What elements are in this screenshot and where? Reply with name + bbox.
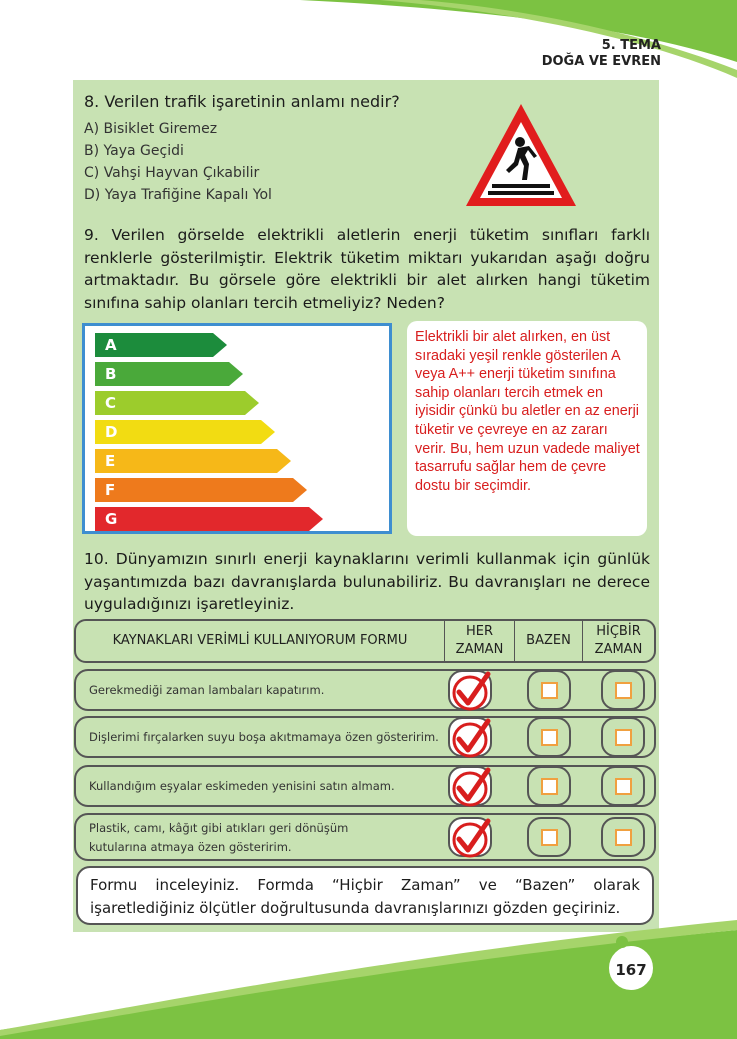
q8-option-b[interactable]: B) Yaya Geçidi	[84, 143, 184, 159]
pedestrian-crossing-sign-icon	[462, 100, 580, 210]
q9-answer: Elektrikli bir alet alırken, en üst sıradaki yeşil renkle gösterilen A veya A++ enerji tüketim sınıfına sahip olanları tercih etmek en iyisidir çünkü bu aletler en az enerji tüketir ve çevreye en az zararı verir. Bu, hem uzun vadede maliyet tasarrufu sağlar hem de çevre dostu bir seçimdir.	[407, 321, 647, 536]
checkbox-square[interactable]	[541, 729, 558, 746]
checkmark-icon	[450, 670, 496, 714]
energy-class-label: A	[105, 336, 117, 354]
q8-option-d[interactable]: D) Yaya Trafiğine Kapalı Yol	[84, 187, 272, 203]
checkbox-never[interactable]	[601, 670, 645, 710]
checkbox-square[interactable]	[615, 829, 632, 846]
energy-label-chart	[82, 323, 392, 534]
question-9: 9. Verilen görselde elektrikli aletlerin enerji tüketim sınıfları farklı renklerle gösterilmiştir. Elektrik tüketim miktarı yukarıdan aşağı doğru artmaktadır. Bu görsele göre elektrikli bir alet alırken hangi tüketim sınıfına sahip olanları tercih etmeliyiz? Neden?	[84, 226, 650, 312]
energy-class-bar	[95, 507, 323, 531]
checkbox-square[interactable]	[541, 778, 558, 795]
page-number: 167	[615, 961, 647, 979]
checkbox-always[interactable]	[448, 670, 492, 710]
checkbox-never[interactable]	[601, 717, 645, 757]
energy-class-label: E	[105, 452, 116, 470]
col-never: HİÇBİR ZAMAN	[582, 621, 654, 661]
checkbox-always[interactable]	[448, 817, 492, 857]
checkbox-square[interactable]	[541, 682, 558, 699]
q8-option-c[interactable]: C) Vahşi Hayvan Çıkabilir	[84, 165, 260, 181]
checkbox-sometimes[interactable]	[527, 766, 571, 806]
energy-class-label: C	[105, 394, 117, 412]
checkmark-icon	[450, 717, 496, 761]
energy-class-label: B	[105, 365, 117, 383]
checkbox-never[interactable]	[601, 817, 645, 857]
question-10: 10. Dünyamızın sınırlı enerji kaynaklarını verimli kullanmak için günlük yaşantımızda bazı davranışlarda bulunabiliriz. Bu davranışları ne derece uyguladığınızı işaretleyiniz.	[84, 550, 650, 613]
col-always: HER ZAMAN	[444, 621, 514, 661]
checkmark-icon	[450, 766, 496, 810]
energy-class-bar	[95, 449, 291, 473]
row-text: Dişlerimi fırçalarken suyu boşa akıtmamaya özen gösteririm.	[89, 730, 439, 744]
energy-class-label: D	[105, 423, 118, 441]
energy-class-label: F	[105, 481, 116, 499]
checkbox-sometimes[interactable]	[527, 717, 571, 757]
checkbox-square[interactable]	[615, 778, 632, 795]
row-text: Kullandığım eşyalar eskimeden yenisini satın almam.	[89, 779, 395, 793]
checkbox-square[interactable]	[615, 682, 632, 699]
form-header	[74, 619, 656, 663]
checkbox-always[interactable]	[448, 717, 492, 757]
energy-class-bar	[95, 478, 307, 502]
theme-number: 5. TEMA	[601, 38, 661, 53]
row-text: Plastik, camı, kâğıt gibi atıkları geri dönüşüm kutularına atmaya özen gösteririm.	[89, 821, 349, 854]
col-sometimes: BAZEN	[514, 621, 582, 661]
energy-class-bar	[95, 391, 259, 415]
form-title: KAYNAKLARI VERİMLİ KULLANIYORUM FORMU	[112, 633, 408, 648]
checkbox-sometimes[interactable]	[527, 670, 571, 710]
checkbox-square[interactable]	[615, 729, 632, 746]
question-8: 8. Verilen trafik işaretinin anlamı nedir?	[84, 92, 400, 111]
checkbox-never[interactable]	[601, 766, 645, 806]
energy-class-label: G	[105, 510, 118, 528]
checkbox-square[interactable]	[541, 829, 558, 846]
energy-class-bar	[95, 362, 243, 386]
q8-option-a[interactable]: A) Bisiklet Giremez	[84, 121, 218, 137]
theme-title: DOĞA VE EVREN	[541, 54, 661, 69]
checkbox-sometimes[interactable]	[527, 817, 571, 857]
checkbox-always[interactable]	[448, 766, 492, 806]
energy-class-bar	[95, 420, 275, 444]
form-note: Formu inceleyiniz. Formda “Hiçbir Zaman” ve “Bazen” olarak işaretlediğiniz ölçütler doğrultusunda davranışlarınızı gözden geçiriniz.	[76, 866, 654, 925]
checkmark-icon	[450, 817, 496, 861]
row-text: Gerekmediği zaman lambaları kapatırım.	[89, 683, 325, 697]
energy-class-bar	[95, 333, 227, 357]
